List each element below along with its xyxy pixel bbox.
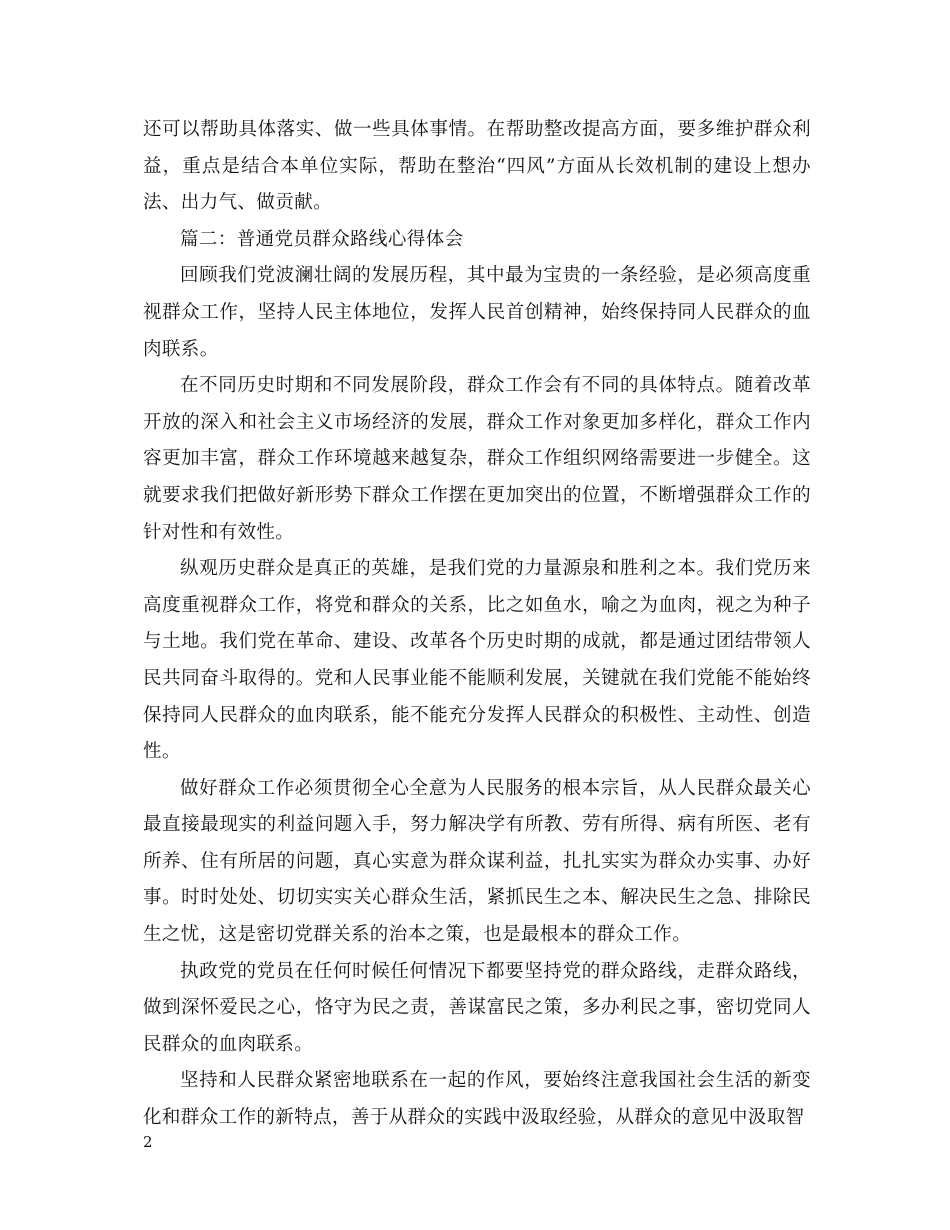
- section-heading: 篇二：普通党员群众路线心得体会: [180, 228, 464, 250]
- paragraph: 回顾我们党波澜壮阔的发展历程，其中最为宝贵的一条经验，是必须高度重视群众工作，坚持人民主体地位，发挥人民首创精神，始终保持同人民群众的血肉联系。: [143, 265, 811, 360]
- paragraph: 纵观历史群众是真正的英雄，是我们党的力量源泉和胜利之本。我们党历来高度重视群众工作，将党和群众的关系，比之如鱼水，喻之为血肉，视之为种子与土地。我们党在革命、建设、改革各个历史时期的成就，都是通过团结带领人民共同奋斗取得的。党和人民事业能不能顺利发展，关键就在我们党能不能始终保持同人民群众的血肉联系，能不能充分发挥人民群众的积极性、主动性、创造性。: [143, 558, 811, 763]
- paragraph: 坚持和人民群众紧密地联系在一起的作风，要始终注意我国社会生活的新变化和群众工作的新特点，善于从群众的实践中汲取经验，从群众的意见中汲取智: [143, 1070, 811, 1129]
- paragraph: 做好群众工作必须贯彻全心全意为人民服务的根本宗旨，从人民群众最关心最直接最现实的利益问题入手，努力解决学有所教、劳有所得、病有所医、老有所养、住有所居的问题，真心实意为群众谋利益，扎扎实实为群众办实事、办好事。时时处处、切切实实关心群众生活，紧抓民生之本、解决民生之急、排除民生之忧，这是密切党群关系的治本之策，也是最根本的群众工作。: [143, 777, 811, 946]
- page-number: 2: [143, 1133, 153, 1151]
- paragraph: 执政党的党员在任何时候任何情况下都要坚持党的群众路线，走群众路线，做到深怀爱民之心，恪守为民之责，善谋富民之策，多办利民之事，密切党同人民群众的血肉联系。: [143, 960, 811, 1055]
- paragraph-continuation: 还可以帮助具体落实、做一些具体事情。在帮助整改提高方面，要多维护群众利益，重点是结合本单位实际，帮助在整治“四风”方面从长效机制的建设上想办法、出力气、做贡献。: [143, 119, 811, 214]
- paragraph: 在不同历史时期和不同发展阶段，群众工作会有不同的具体特点。随着改革开放的深入和社会主义市场经济的发展，群众工作对象更加多样化，群众工作内容更加丰富，群众工作环境越来越复杂，群众工作组织网络需要进一步健全。这就要求我们把做好新形势下群众工作摆在更加突出的位置，不断增强群众工作的针对性和有效性。: [143, 375, 811, 543]
- body-text: [143, 112, 811, 1137]
